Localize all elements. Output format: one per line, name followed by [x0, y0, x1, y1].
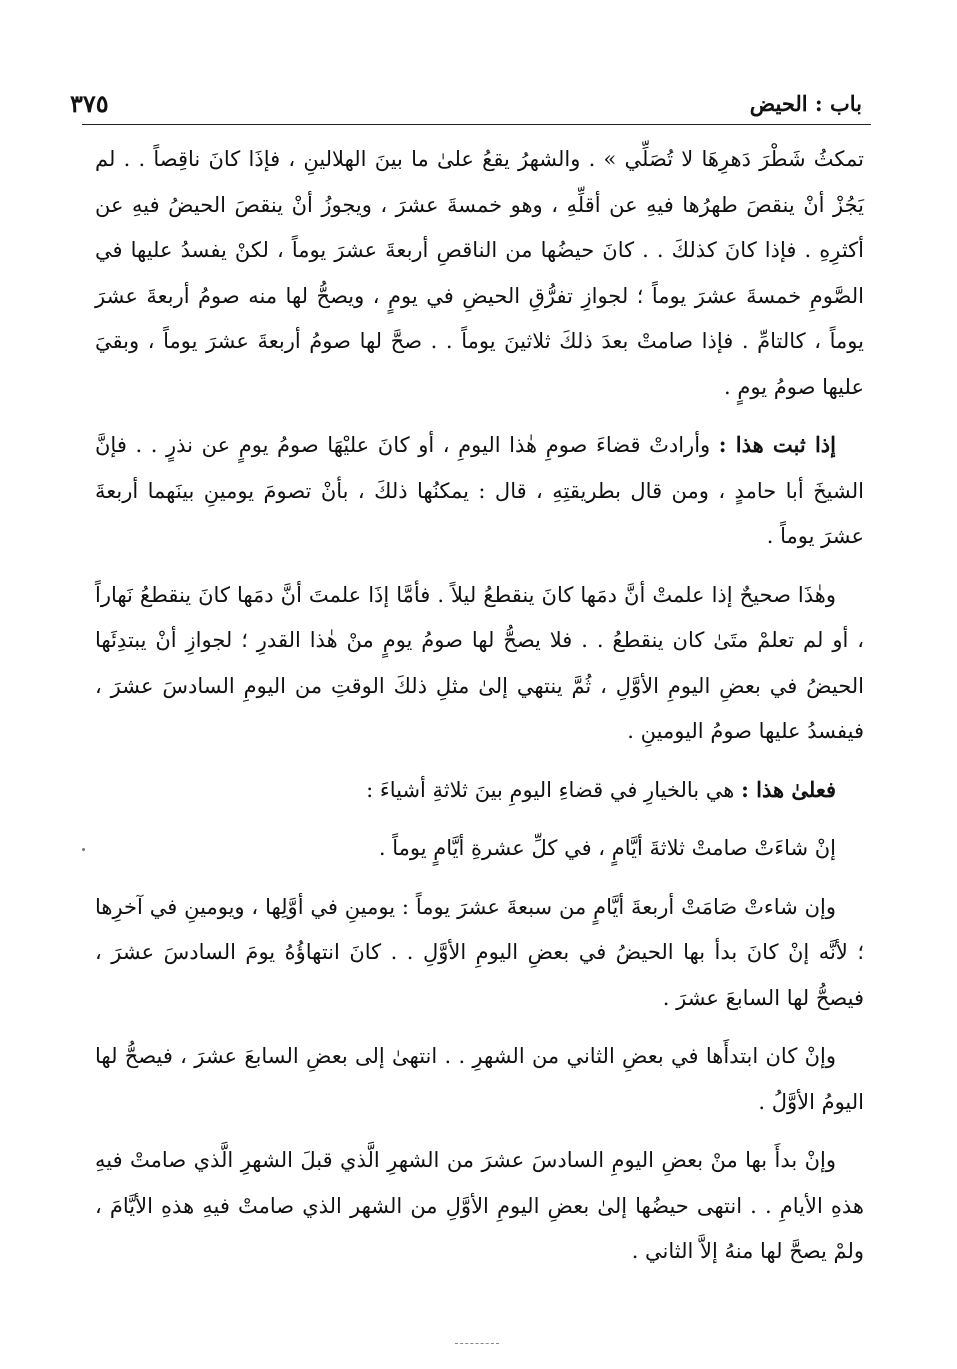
paragraph-text: وهٰذَا صحيحٌ إذا علمتْ أنَّ دمَها كانَ ينقطعُ ليلاً . فأمَّا إذَا علمتَ أنَّ دمَها كانَ ينقطعُ نَهاراً ، أو لم تعلمْ متَىٰ كان ينقطعُ . . فلا يصحُّ لها صومُ يومٍ منْ هٰذا القدرِ ؛ لجوازِ أنْ يبتدِئَها الحيضُ في بعضِ اليومِ الأوَّلِ ، ثُمَّ ينتهي إلىٰ مثلِ ذلكَ الوقتِ من اليومِ السادسَ عشرَ ، فيفسدُ عليها صومُ اليومينِ .	[95, 582, 864, 743]
paragraph-5	[95, 825, 864, 872]
paragraph-6	[95, 884, 864, 1022]
paragraph-1	[95, 136, 864, 410]
page-number: ٣٧٥	[70, 89, 109, 118]
paragraph-2	[95, 422, 864, 560]
paragraph-text: وأرادتْ قضاءَ صومِ هٰذا اليومِ ، أو كانَ عليْهَا صومُ يومٍ عن نذرٍ . . فإنَّ الشيخَ أبا حامدٍ ، ومن قال بطريقتِهِ ، قال : يمكنُها ذلكَ ، بأنْ تصومَ يومينِ بينَهما أربعةَ عشرَ يوماً .	[95, 433, 864, 548]
paragraph-4	[95, 767, 864, 814]
paragraph-text: وإنْ بدأَ بها منْ بعضِ اليومِ السادسَ عشرَ من الشهرِ الَّذي قبلَ الشهرِ الَّذي صامتْ فيهِ هذهِ الأيامِ . . انتهى حيضُها إلىٰ بعضِ اليومِ الأوَّلِ من الشهر الذي صامتْ فيهِ هذهِ الأيَّامَ ، ولمْ يصحَّ لها منهُ إلاَّ الثاني .	[95, 1148, 864, 1263]
paragraph-text: وإنْ كان ابتدأَها في بعضِ الثاني من الشهرِ . . انتهىٰ إلى بعضِ السابعَ عشرَ ، فيصحُّ لها اليومُ الأوَّلُ .	[95, 1044, 864, 1114]
paragraph-text: تمكثُ شَطْرَ دَهرِهَا لا تُصَلِّي » . والشهرُ يقعُ علىٰ ما بينَ الهلالينِ ، فإذَا كانَ ناقِصاً . . لم يَجُزْ أنْ ينقصَ طهرُها فيهِ عن أقلِّهِ ، وهو خمسةَ عشرَ ، ويجوزُ أنْ ينقصَ الحيضُ فيهِ عن أكثرِهِ . فإذا كانَ كذلكَ . . كانَ حيضُها من الناقصِ أربعةَ عشرَ يوماً ، لكنْ يفسدُ عليها في الصَّومِ خمسةَ عشرَ يوماً ؛ لجوازِ تفرُّقِ الحيضِ في يومٍ ، ويصحُّ لها منه صومُ أربعةَ عشرَ يوماً ، كالتامِّ . فإذا صامتْ بعدَ ذلكَ ثلاثينَ يوماً . . صحَّ لها صومُ أربعةَ عشرَ يوماً ، وبقيَ عليها صومُ يومٍ .	[95, 147, 864, 399]
page-body	[95, 136, 864, 1287]
page-header	[70, 84, 862, 124]
chapter-title: باب : الحيض	[749, 91, 862, 116]
paragraph-8	[95, 1137, 864, 1275]
paragraph-lead: إذا ثبت هذا :	[718, 432, 836, 457]
paragraph-3	[95, 572, 864, 755]
paragraph-7	[95, 1033, 864, 1125]
header-divider	[82, 124, 871, 125]
paragraph-lead: فعلىٰ هذا :	[741, 776, 836, 802]
paragraph-text: وإن شاءتْ صَامَتْ أربعةَ أيَّامٍ من سبعةَ عشرَ يوماً : يومينِ في أوَّلِها ، ويومينِ في آخرِها ؛ لأنَّه إنْ كانَ بدأ بها الحيضُ في بعضِ اليومِ الأوَّلِ . . كانَ انتهاؤُهُ يومَ السادسَ عشرَ ، فيصحُّ لها السابعَ عشرَ .	[95, 894, 864, 1010]
footer-mark	[455, 1343, 499, 1345]
scan-speck	[82, 848, 85, 851]
paragraph-text: هي بالخيارِ في قضاءِ اليومِ بينَ ثلاثةِ أشياءَ :	[366, 777, 742, 802]
paragraph-text: إنْ شاءَتْ صامتْ ثلاثةَ أيَّامٍ ، في كلِّ عشرةِ أيَّامٍ يوماً .	[378, 836, 836, 860]
